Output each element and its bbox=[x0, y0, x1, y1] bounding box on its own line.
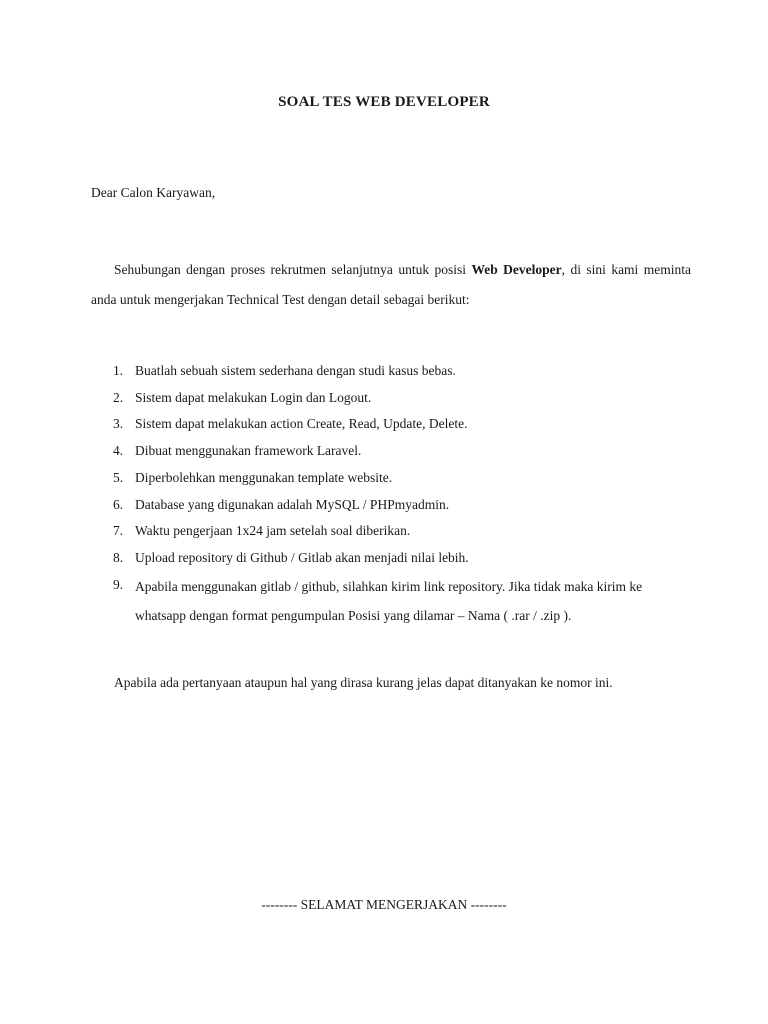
list-item-text: Database yang digunakan adalah MySQL / PHPmyadmin. bbox=[135, 496, 450, 512]
list-item-text: Upload repository di Github / Gitlab akan menjadi nilai lebih. bbox=[135, 549, 469, 565]
list-item bbox=[91, 492, 691, 519]
list-item bbox=[91, 518, 691, 545]
list-item-number: 8. bbox=[113, 549, 124, 565]
document-title: SOAL TES WEB DEVELOPER bbox=[278, 94, 490, 110]
list-item-number: 4. bbox=[113, 443, 124, 459]
requirements-list bbox=[91, 358, 691, 630]
list-item-number: 5. bbox=[113, 469, 124, 485]
footer-text: -------- SELAMAT MENGERJAKAN -------- bbox=[261, 897, 507, 912]
closing-note: Apabila ada pertanyaan ataupun hal yang dirasa kurang jelas dapat ditanyakan ke nomor ini. bbox=[114, 675, 613, 690]
list-item-number: 9. bbox=[113, 576, 124, 592]
list-item bbox=[91, 465, 691, 492]
intro-text-start: Sehubungan dengan proses rekrutmen selanjutnya untuk posisi bbox=[114, 262, 472, 277]
list-item bbox=[91, 572, 691, 630]
list-item bbox=[91, 358, 691, 385]
list-item-text: Sistem dapat melakukan action Create, Read, Update, Delete. bbox=[135, 416, 468, 432]
list-item-number: 6. bbox=[113, 496, 124, 512]
list-item-number: 7. bbox=[113, 523, 124, 539]
list-item-number: 1. bbox=[113, 363, 124, 378]
list-item bbox=[91, 545, 691, 572]
intro-text-end: , di sini kami meminta anda untuk mengerjakan Technical Test dengan detail sebagai berikut: bbox=[91, 262, 691, 307]
list-item-number: 3. bbox=[113, 416, 124, 432]
list-item-number: 2. bbox=[113, 389, 124, 405]
intro-position-bold: Web Developer bbox=[471, 262, 562, 277]
list-item-text: Waktu pengerjaan 1x24 jam setelah soal diberikan. bbox=[135, 523, 411, 539]
intro-paragraph bbox=[91, 255, 691, 315]
list-item-text: Diperbolehkan menggunakan template website. bbox=[135, 469, 393, 485]
list-item-text: Sistem dapat melakukan Login dan Logout. bbox=[135, 389, 372, 405]
list-item bbox=[91, 385, 691, 412]
list-item bbox=[91, 411, 691, 438]
greeting: Dear Calon Karyawan, bbox=[91, 185, 216, 200]
list-item-text: Buatlah sebuah sistem sederhana dengan studi kasus bebas. bbox=[135, 363, 456, 378]
list-item-text: Dibuat menggunakan framework Laravel. bbox=[135, 443, 362, 459]
list-item bbox=[91, 438, 691, 465]
list-item-text: Apabila menggunakan gitlab / github, silahkan kirim link repository. Jika tidak maka kirim ke whatsapp dengan format pengumpulan Posisi yang dilamar – Nama ( .rar / .zip ). bbox=[135, 578, 643, 623]
